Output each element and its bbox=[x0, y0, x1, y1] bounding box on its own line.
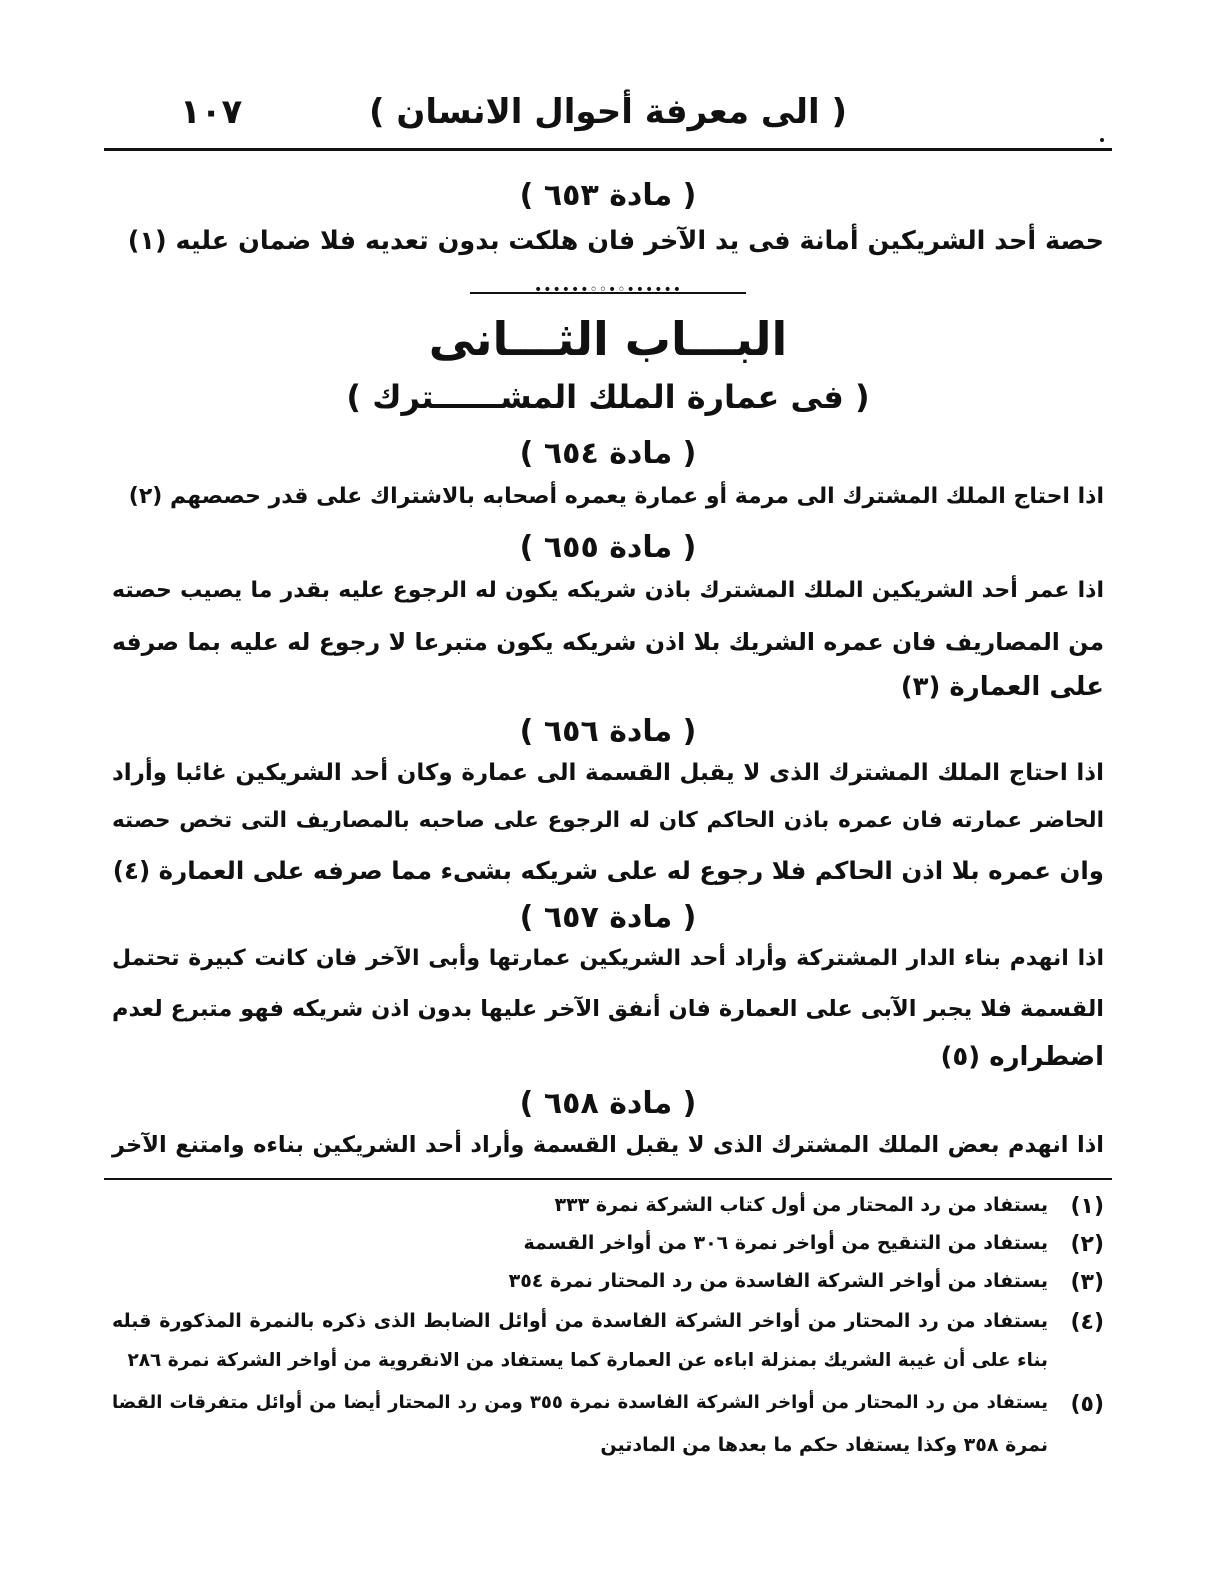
article-656-line-2: الحاضر عمارته فان عمره باذن الحاكم كان له الرجوع على صاحبه بالمصاريف التى تخص حصته bbox=[112, 808, 1104, 833]
article-653-heading: ( مادة ٦٥٣ ) bbox=[519, 178, 697, 213]
article-655-line-3: على العمارة (٣) bbox=[900, 672, 1104, 702]
footnote-2-line-1: يستفاد من التنقيح من أواخر نمرة ٣٠٦ من أواخر القسمة bbox=[523, 1232, 1048, 1254]
article-658-heading: ( مادة ٦٥٨ ) bbox=[519, 1086, 697, 1121]
article-656-line-1: اذا احتاج الملك المشترك الذى لا يقبل القسمة الى عمارة وكان أحد الشريكين غائبا وأراد bbox=[112, 760, 1104, 786]
footnote-4 bbox=[112, 1310, 1104, 1340]
footnote-4-line-2: بناء على أن غيبة الشريك بمنزلة اباءه عن العمارة كما يستفاد من الانقروية من أواخر الشركة نمرة ٢٨٦ bbox=[127, 1350, 1048, 1371]
chapter-subtitle: ( فى عمارة الملك المشــــــترك ) bbox=[346, 378, 870, 416]
running-title: ( الى معرفة أحوال الانسان ) bbox=[368, 92, 848, 132]
ornament-beads: ••••••◦•◦◦•••••• bbox=[533, 282, 683, 298]
page-number: ١٠٧ bbox=[180, 92, 243, 132]
footnote-1 bbox=[112, 1194, 1104, 1224]
footnote-5-cont bbox=[112, 1434, 1104, 1464]
footnote-3-line-1: يستفاد من أواخر الشركة الفاسدة من رد المحتار نمرة ٣٥٤ bbox=[508, 1270, 1048, 1292]
footnote-2-marker: (٢) bbox=[1070, 1232, 1104, 1257]
article-658-line-1: اذا انهدم بعض الملك المشترك الذى لا يقبل القسمة وأراد أحد الشريكين بناءه وامتنع الآخر bbox=[112, 1132, 1104, 1158]
footnote-5-line-1: يستفاد من رد المحتار من أواخر الشركة الفاسدة نمرة ٣٥٥ ومن رد المحتار أيضا من أوائل متفرقات القضا bbox=[112, 1392, 1048, 1413]
article-655-heading: ( مادة ٦٥٥ ) bbox=[519, 530, 697, 565]
article-657-line-3: اضطراره (٥) bbox=[940, 1042, 1104, 1072]
page-header bbox=[108, 92, 1108, 148]
article-657-line-2: القسمة فلا يجبر الآبى على العمارة فان أنفق الآخر عليها بدون اذن شريكه فهو متبرع لعدم bbox=[112, 996, 1104, 1022]
chapter-title: البـــاب الثـــانى bbox=[428, 312, 788, 366]
ornament-divider bbox=[470, 282, 746, 298]
article-653-line-1: حصة أحد الشريكين أمانة فى يد الآخر فان هلكت بدون تعديه فلا ضمان عليه (١) bbox=[127, 226, 1104, 256]
article-657-line-1: اذا انهدم بناء الدار المشتركة وأراد أحد الشريكين عمارتها وأبى الآخر فان كانت كبيرة تحتمل bbox=[112, 946, 1104, 971]
footnote-4-marker: (٤) bbox=[1070, 1310, 1104, 1335]
footnote-1-line-1: يستفاد من رد المحتار من أول كتاب الشركة نمرة ٣٣٣ bbox=[554, 1194, 1048, 1216]
article-657-heading: ( مادة ٦٥٧ ) bbox=[519, 900, 697, 935]
header-dot bbox=[1100, 138, 1104, 142]
footnote-rule bbox=[104, 1178, 1112, 1180]
footnote-3 bbox=[112, 1270, 1104, 1300]
footnote-2 bbox=[112, 1232, 1104, 1262]
footnote-5 bbox=[112, 1392, 1104, 1422]
footnote-4-cont bbox=[112, 1350, 1104, 1380]
article-656-heading: ( مادة ٦٥٦ ) bbox=[519, 714, 697, 749]
article-655-line-1: اذا عمر أحد الشريكين الملك المشترك باذن شريكه يكون له الرجوع عليه بقدر ما يصيب حصته bbox=[112, 578, 1104, 603]
footnote-4-line-1: يستفاد من رد المحتار من أواخر الشركة الفاسدة من أوائل الضابط الذى ذكره بالنمرة المذكورة قبله bbox=[112, 1310, 1048, 1332]
header-rule bbox=[104, 148, 1112, 151]
article-654-heading: ( مادة ٦٥٤ ) bbox=[519, 436, 697, 471]
footnote-5-marker: (٥) bbox=[1070, 1392, 1104, 1417]
footnote-3-marker: (٣) bbox=[1070, 1270, 1104, 1295]
article-656-line-3: وان عمره بلا اذن الحاكم فلا رجوع له على شريكه بشىء مما صرفه على العمارة (٤) bbox=[112, 856, 1104, 885]
footnote-5-line-2: نمرة ٣٥٨ وكذا يستفاد حكم ما بعدها من المادتين bbox=[600, 1434, 1048, 1456]
article-655-line-2: من المصاريف فان عمره الشريك بلا اذن شريكه يكون متبرعا لا رجوع له عليه بما صرفه bbox=[112, 628, 1104, 656]
article-654-line-1: اذا احتاج الملك المشترك الى مرمة أو عمارة يعمره أصحابه بالاشتراك على قدر حصصهم (٢) bbox=[128, 484, 1104, 509]
footnote-1-marker: (١) bbox=[1070, 1194, 1104, 1219]
